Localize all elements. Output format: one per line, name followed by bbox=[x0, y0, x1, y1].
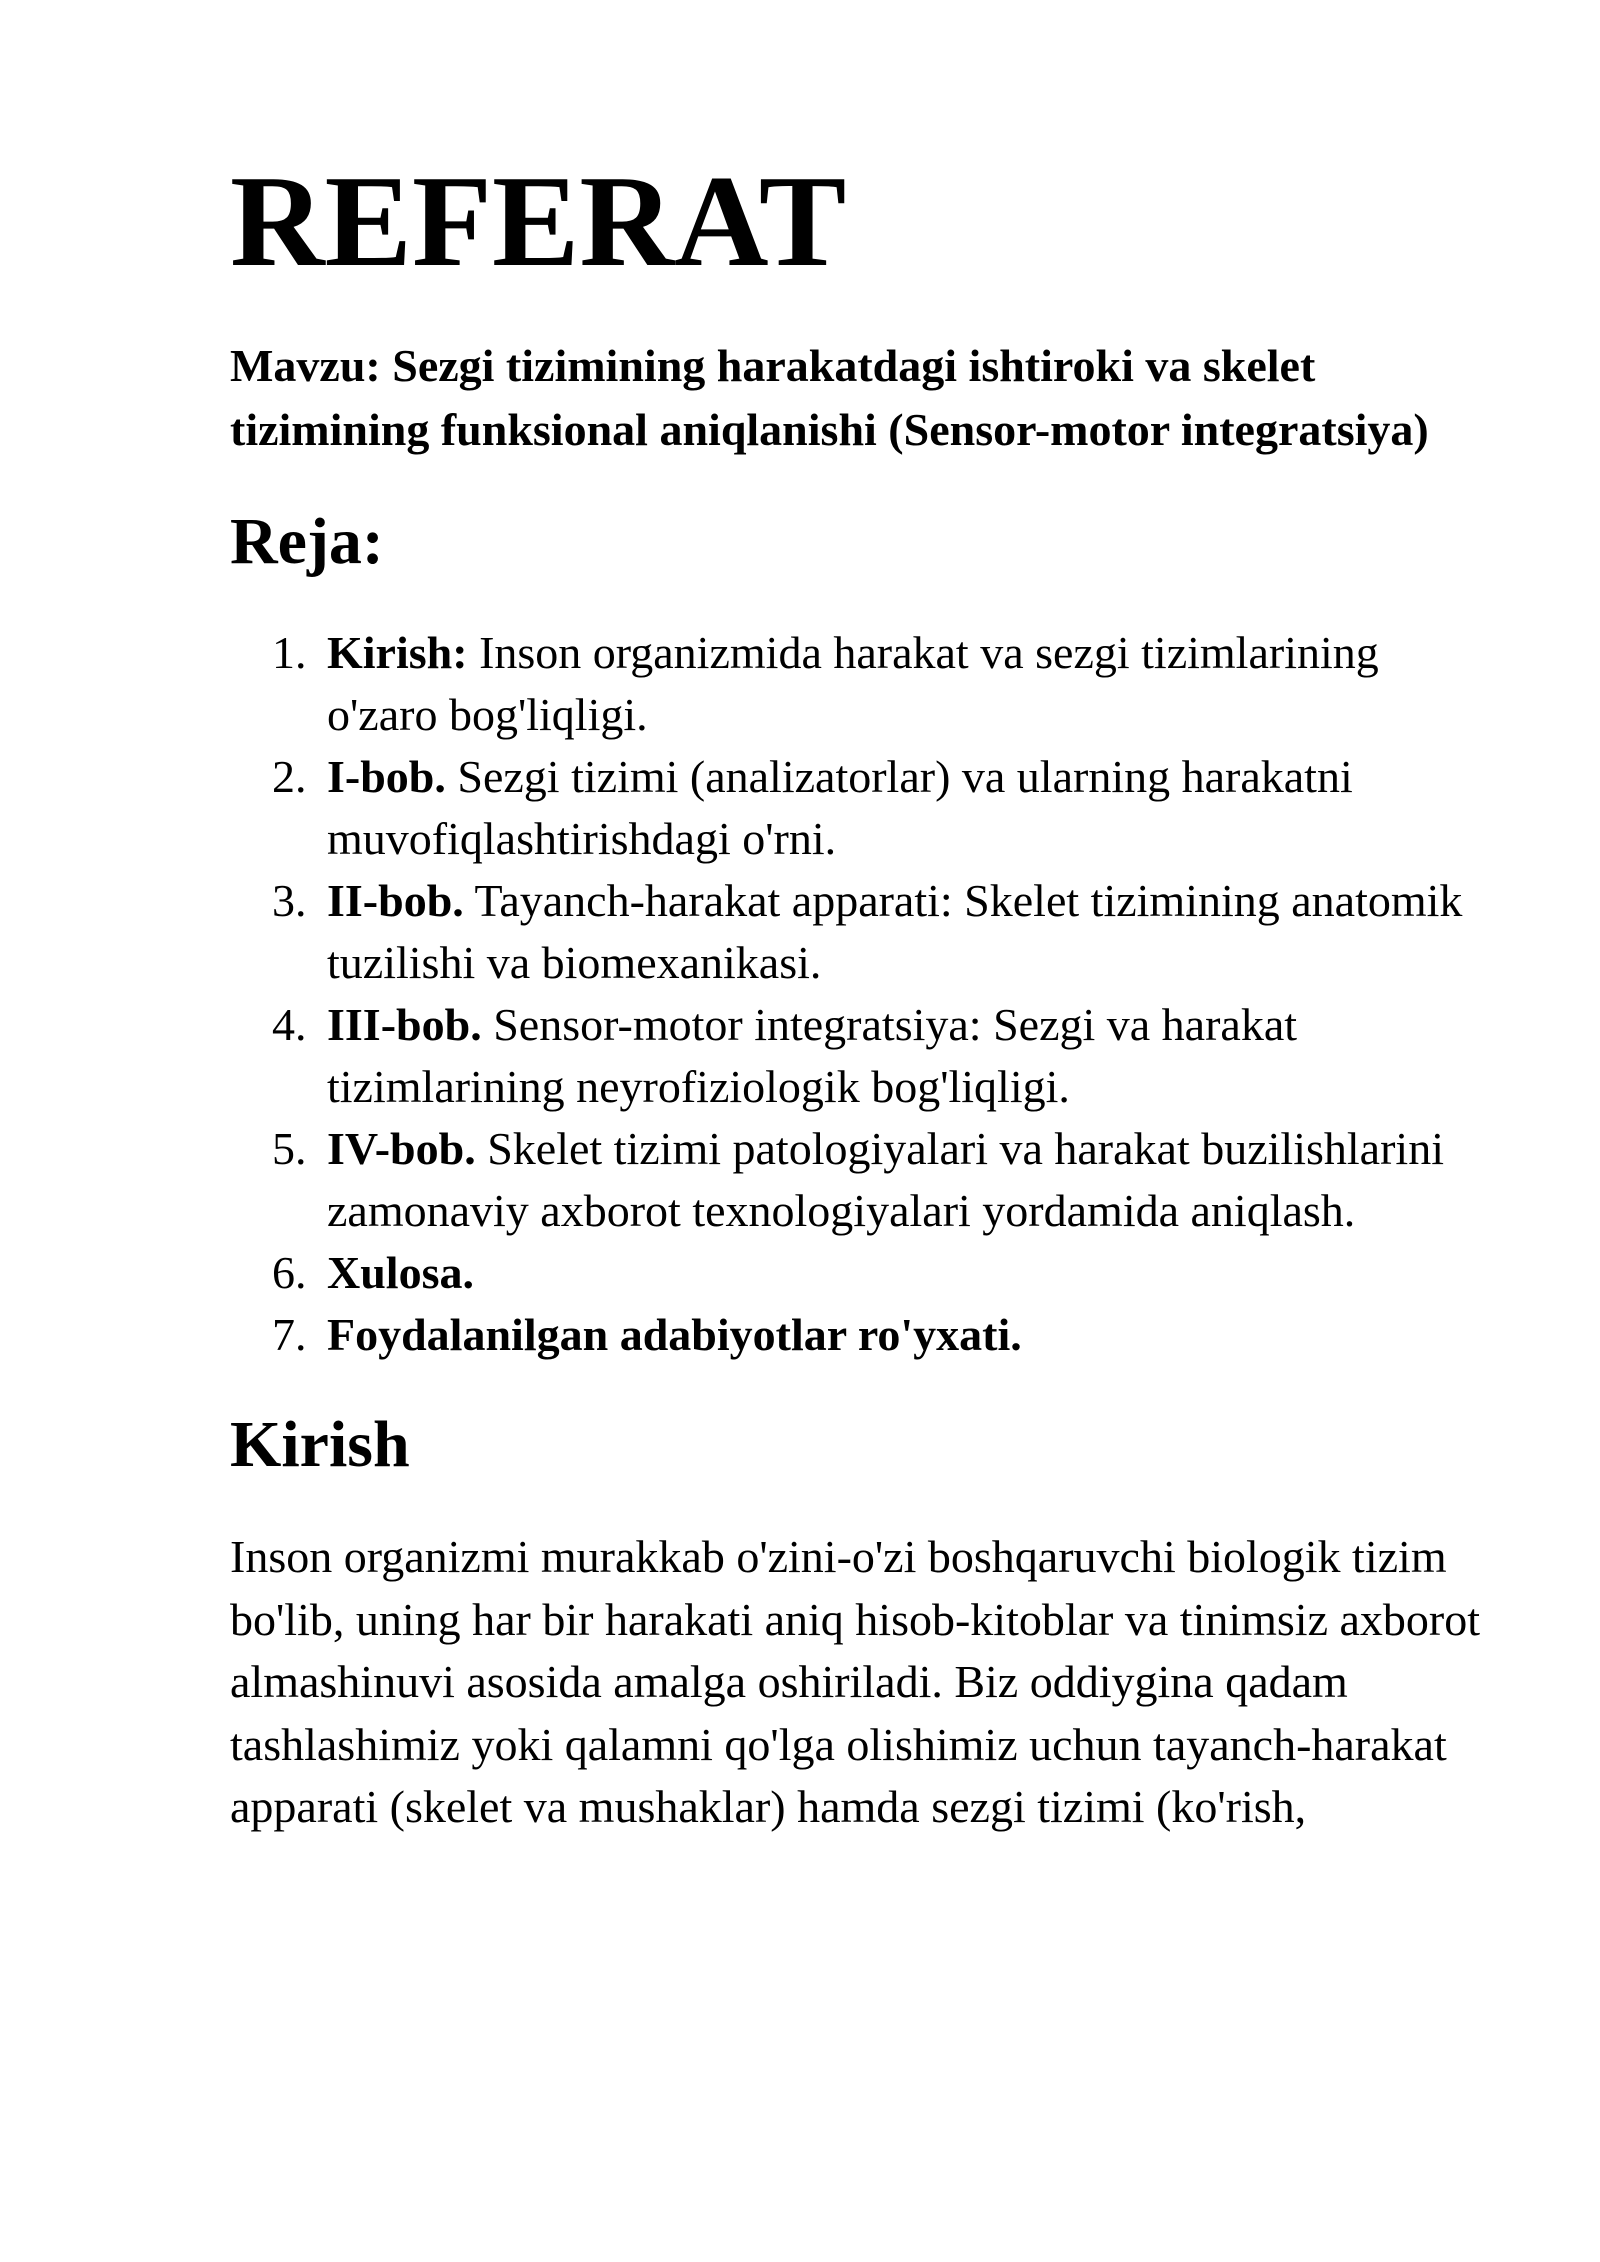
plan-item-label: IV-bob. bbox=[327, 1122, 476, 1174]
document-page bbox=[230, 150, 1490, 1839]
plan-item bbox=[230, 1304, 1492, 1366]
plan-item-number: 4. bbox=[272, 998, 307, 1050]
plan-item-number: 2. bbox=[272, 750, 307, 802]
plan-item-text: Sezgi tizimi (analizatorlar) va ularning harakatni muvofiqlashtirishdagi o'rni. bbox=[327, 750, 1353, 864]
plan-item-number: 5. bbox=[272, 1122, 307, 1174]
plan-item-label: Kirish: bbox=[327, 626, 468, 678]
plan-heading: Reja: bbox=[230, 505, 384, 579]
plan-item-text: Tayanch-harakat apparati: Skelet tizimining anatomik tuzilishi va biomexanikasi. bbox=[327, 874, 1463, 988]
document-title: REFERAT bbox=[230, 149, 847, 294]
plan-item bbox=[230, 870, 1492, 994]
intro-heading: Kirish bbox=[230, 1407, 410, 1481]
intro-paragraph: Inson organizmi murakkab o'zini-o'zi boshqaruvchi biologik tizim bo'lib, uning har bir harakati aniq hisob-kitoblar va tinimsiz axborot almashinuvi asosida amalga oshiriladi. Biz oddiygina qadam tashlashimiz yoki qalamni qo'lga olishimiz uchun tayanch-harakat apparati (skelet va mushaklar) hamda sezgi tizimi (ko'rish, bbox=[230, 1531, 1481, 1833]
plan-item-number: 3. bbox=[272, 874, 307, 926]
plan-item-label: II-bob. bbox=[327, 874, 464, 926]
plan-item-label: III-bob. bbox=[327, 998, 482, 1050]
plan-item-number: 1. bbox=[272, 626, 307, 678]
plan-item-label: I-bob. bbox=[327, 750, 446, 802]
plan-list bbox=[230, 622, 1490, 1366]
plan-item-number: 7. bbox=[272, 1308, 307, 1360]
plan-item bbox=[230, 746, 1492, 870]
plan-item bbox=[230, 622, 1492, 746]
plan-item-text: Sensor-motor integratsiya: Sezgi va harakat tizimlarining neyrofiziologik bog'liqligi. bbox=[327, 998, 1298, 1112]
plan-item-label: Xulosa. bbox=[327, 1246, 474, 1298]
plan-item bbox=[230, 994, 1492, 1118]
document-subject: Mavzu: Sezgi tizimining harakatdagi ishtiroki va skelet tizimining funksional aniqlanishi (Sensor-motor integratsiya) bbox=[230, 340, 1429, 455]
plan-item-text: Skelet tizimi patologiyalari va harakat buzilishlarini zamonaviy axborot texnologiyalari yordamida aniqlash. bbox=[327, 1122, 1444, 1236]
plan-item-label: Foydalanilgan adabiyotlar ro'yxati. bbox=[327, 1308, 1022, 1360]
plan-item bbox=[230, 1242, 1492, 1304]
plan-item-number: 6. bbox=[272, 1246, 307, 1298]
plan-item bbox=[230, 1118, 1492, 1242]
plan-item-text: Inson organizmida harakat va sezgi tizimlarining o'zaro bog'liqligi. bbox=[327, 626, 1379, 740]
